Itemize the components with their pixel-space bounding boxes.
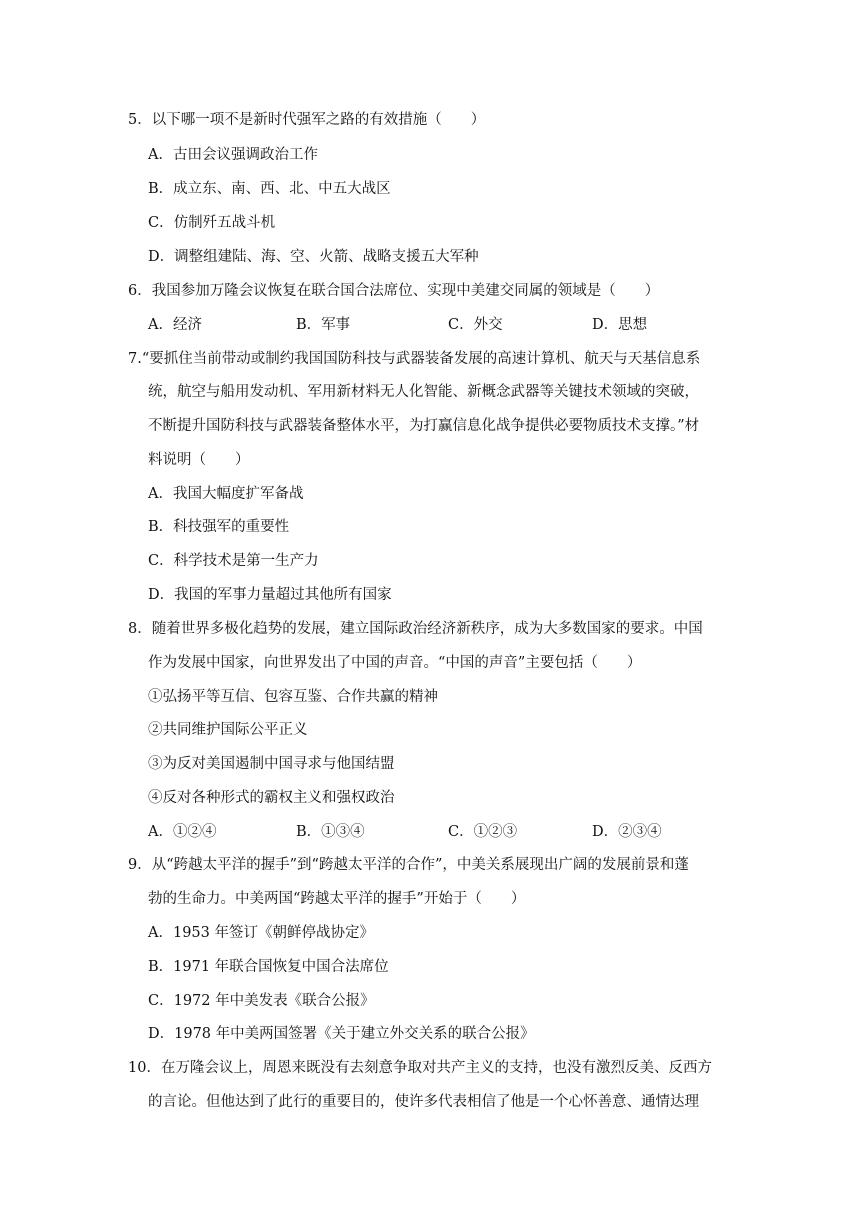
- question-8-statement-3: ③为反对美国遏制中国寻求与他国结盟: [148, 756, 395, 772]
- question-6-option-b: B．军事: [296, 317, 351, 333]
- question-10-stem-line-2: 的言论。但他达到了此行的重要目的，使许多代表相信了他是一个心怀善意、通情达理: [148, 1094, 699, 1110]
- question-6-option-a: A．经济: [148, 317, 202, 333]
- question-7-stem-line-1: 7.“要抓住当前带动或制约我国国防科技与武器装备发展的高速计算机、航天与天基信息系: [128, 351, 701, 367]
- question-9-stem-line-1: 9．从“跨越太平洋的握手”到“跨越太平洋的合作”，中美关系展现出广阔的发展前景和蓬: [128, 857, 689, 873]
- question-5-option-c: C．仿制歼五战斗机: [148, 215, 276, 231]
- question-7-option-d: D．我国的军事力量超过其他所有国家: [148, 587, 392, 603]
- question-9-option-d: D．1978 年中美两国签署《关于建立外交关系的联合公报》: [148, 1026, 535, 1042]
- question-7-option-b: B．科技强军的重要性: [148, 519, 290, 535]
- question-8-statement-2: ②共同维护国际公平正义: [148, 722, 308, 738]
- question-9-option-b: B．1971 年联合国恢复中国合法席位: [148, 959, 389, 975]
- question-8-option-a: A．①②④: [148, 824, 217, 840]
- question-8-option-c: C．①②③: [448, 824, 518, 840]
- question-8-statement-1: ①弘扬平等互信、包容互鉴、合作共赢的精神: [148, 689, 438, 705]
- question-7-stem-line-2: 统，航空与船用发动机、军用新材料无人化智能、新概念武器等关键技术领域的突破，: [148, 384, 699, 400]
- question-6-option-c: C．外交: [448, 317, 503, 333]
- question-8-option-d: D．②③④: [592, 824, 662, 840]
- question-5-option-a: A．古田会议强调政治工作: [148, 147, 318, 163]
- question-6-stem: 6．我国参加万隆会议恢复在联合国合法席位、实现中美建交同属的领域是（ ）: [128, 283, 660, 299]
- question-7-stem-line-4: 料说明（ ）: [148, 452, 250, 468]
- question-9-option-c: C．1972 年中美发表《联合公报》: [148, 993, 375, 1009]
- question-5-option-b: B．成立东、南、西、北、中五大战区: [148, 181, 391, 197]
- question-8-stem-line-2: 作为发展中国家，向世界发出了中国的声音。“中国的声音”主要包括（ ）: [148, 655, 642, 671]
- question-6-option-d: D．思想: [592, 317, 648, 333]
- question-8-option-b: B．①③④: [296, 824, 365, 840]
- question-6-options: [148, 315, 708, 335]
- question-10-stem-line-1: 10．在万隆会议上，周恩来既没有去刻意争取对共产主义的支持，也没有激烈反美、反西方: [128, 1060, 712, 1076]
- question-7-option-a: A．我国大幅度扩军备战: [148, 486, 304, 502]
- question-7-option-c: C．科学技术是第一生产力: [148, 553, 319, 569]
- question-8-options: [148, 822, 708, 842]
- question-8-stem-line-1: 8．随着世界多极化趋势的发展，建立国际政治经济新秩序，成为大多数国家的要求。中国: [128, 621, 703, 637]
- question-7-stem-line-3: 不断提升国防科技与武器装备整体水平，为打赢信息化战争提供必要物质技术支撑。”材: [148, 418, 700, 434]
- question-9-stem-line-2: 勃的生命力。中美两国“跨越太平洋的握手”开始于（ ）: [148, 891, 526, 907]
- question-5-option-d: D．调整组建陆、海、空、火箭、战略支援五大军种: [148, 249, 479, 265]
- question-8-statement-4: ④反对各种形式的霸权主义和强权政治: [148, 790, 395, 806]
- question-5-stem: 5．以下哪一项不是新时代强军之路的有效措施（ ）: [128, 112, 486, 128]
- question-9-option-a: A．1953 年签订《朝鲜停战协定》: [148, 925, 374, 941]
